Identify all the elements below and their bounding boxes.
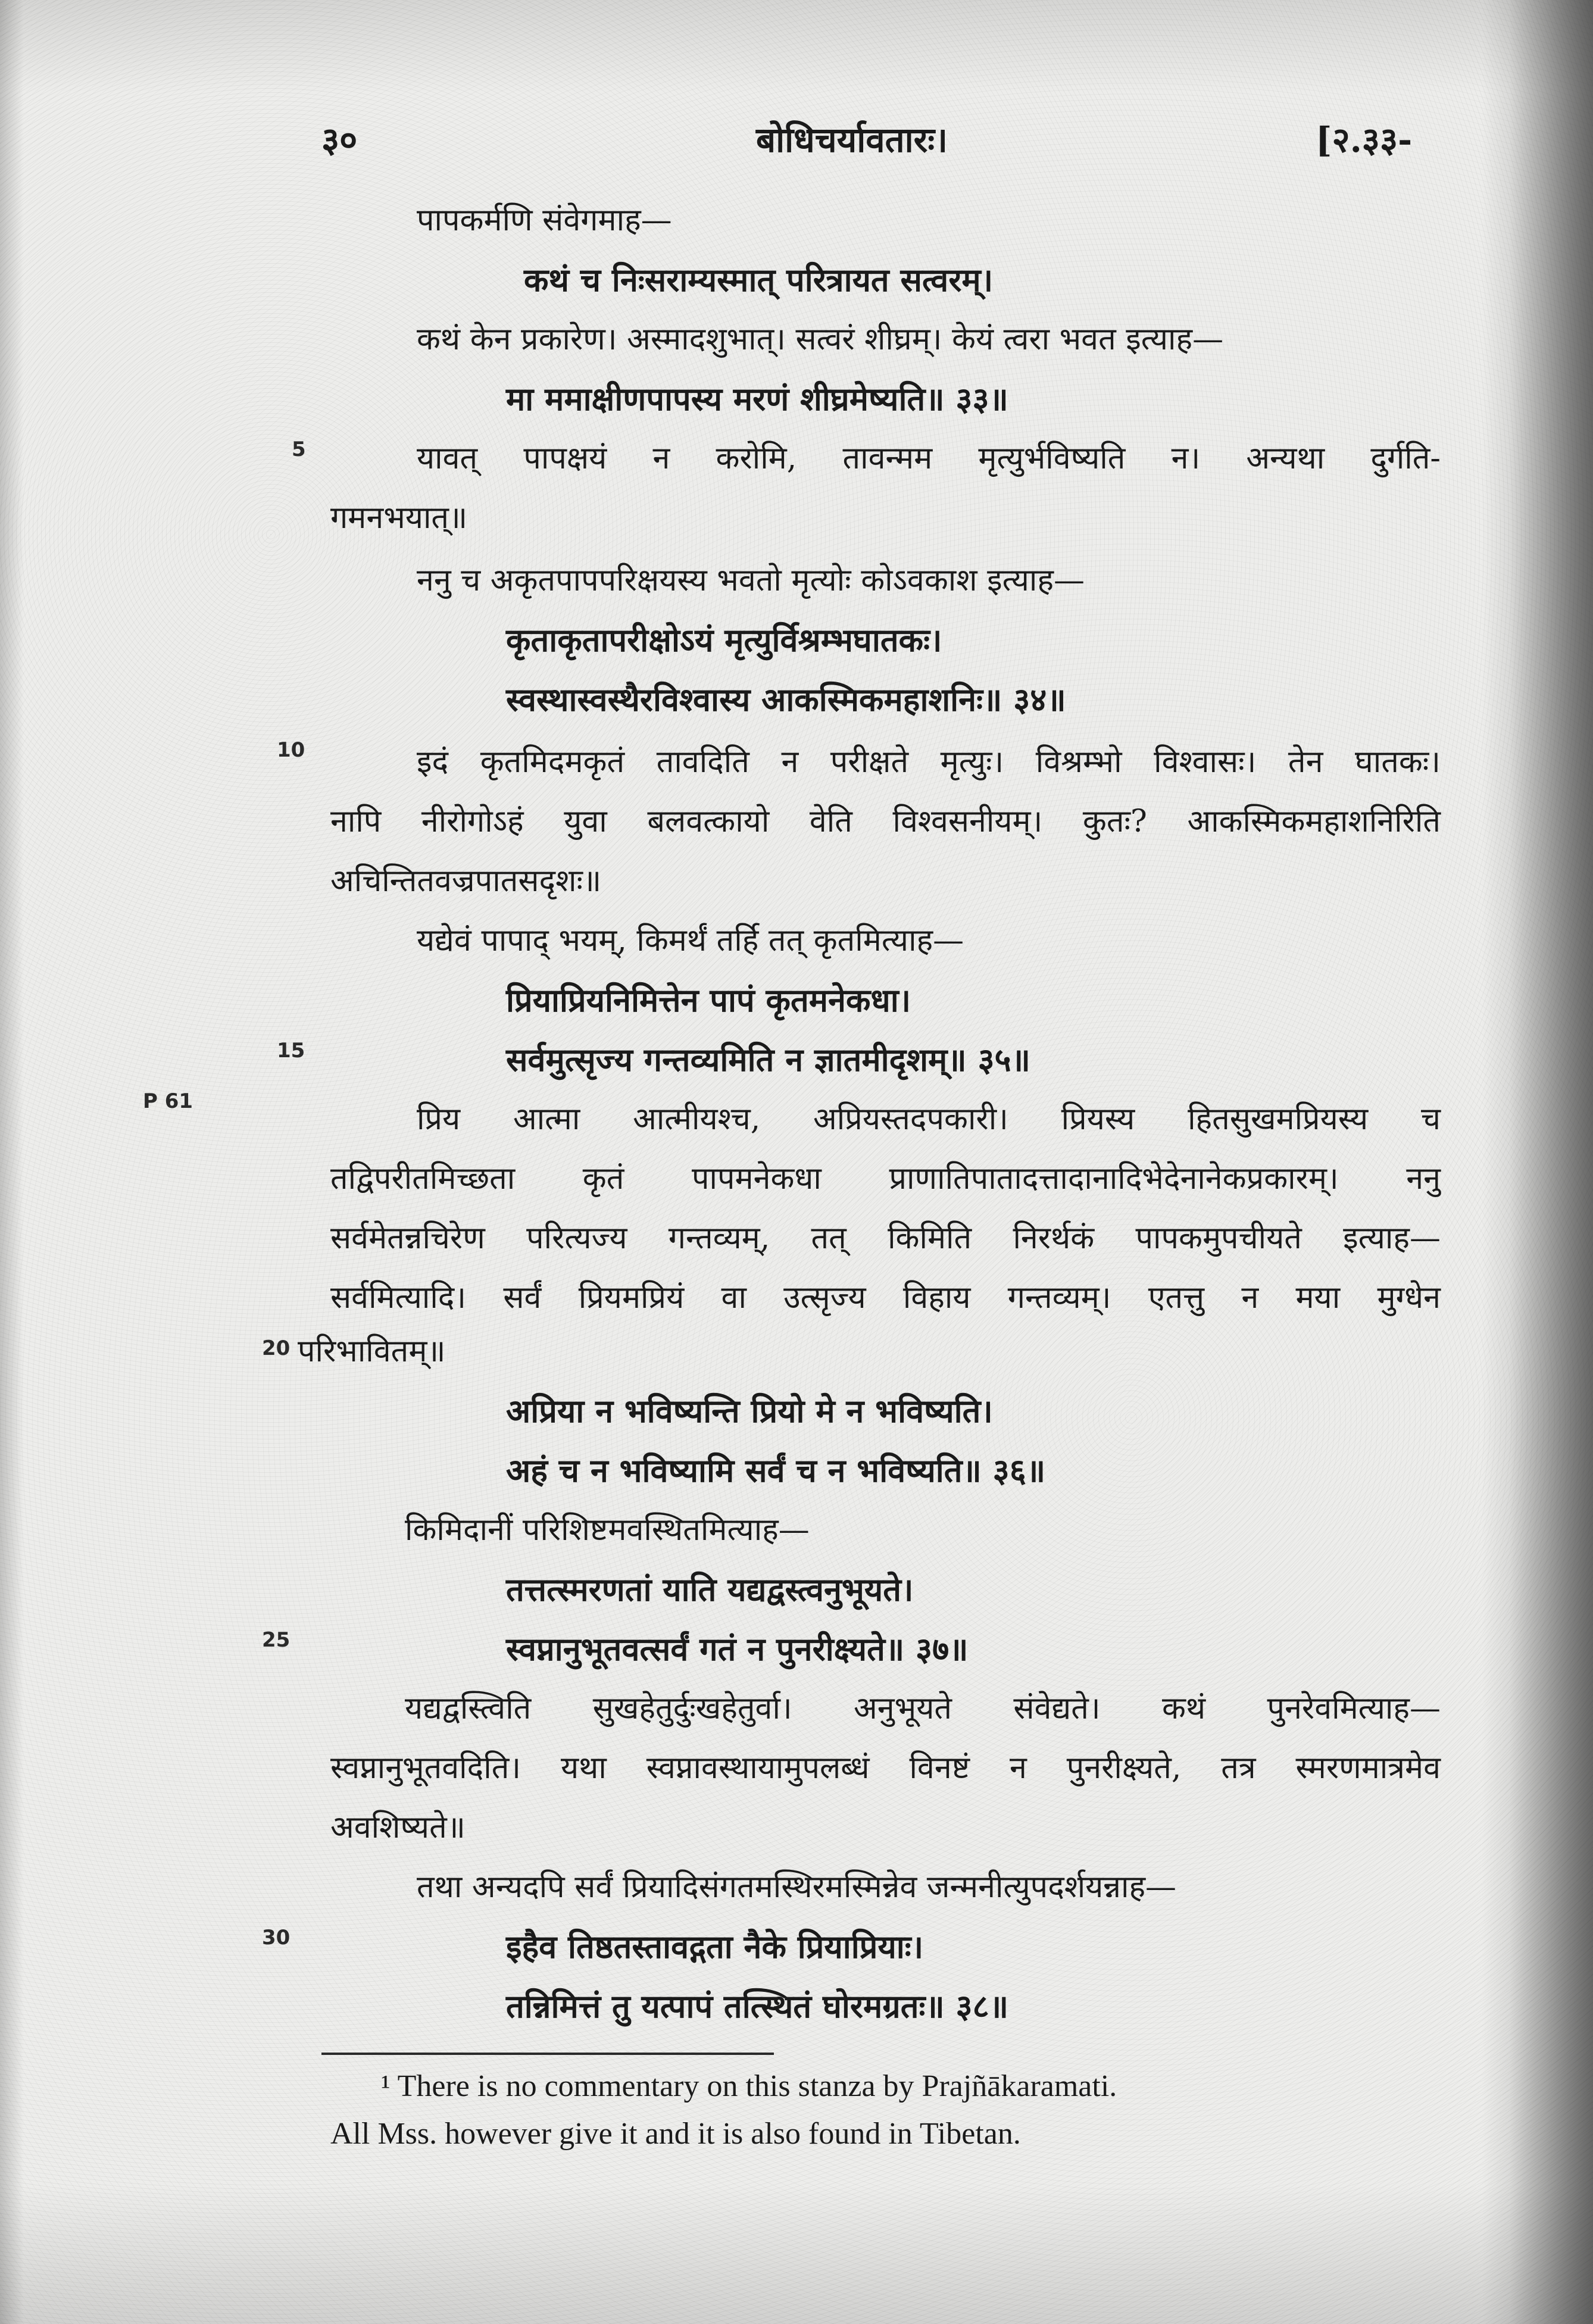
verse-line: अप्रिया न भविष्यन्ति प्रियो मे न भविष्यति। <box>506 1392 993 1430</box>
footnote-line: ¹ There is no commentary on this stanza by Prajñākaramati. <box>381 2069 1117 2103</box>
text-line: नापि नीरोगोऽहं युवा बलवत्कायो वेति विश्वसनीयम्। कुतः? आकस्मिकमहाशनिरिति <box>330 804 1441 839</box>
footnote-rule <box>321 2053 774 2055</box>
text-line: प्रिय आत्मा आत्मीयश्च, अप्रियस्तदपकारी। प्रियस्य हितसुखमप्रियस्य च <box>417 1101 1441 1137</box>
text-line: सर्वमेतन्नचिरेण परित्यज्य गन्तव्यम्, तत् किमिति निरर्थकं पापकमुपचीयते इत्याह— <box>330 1220 1441 1256</box>
page-left-shadow <box>0 0 24 2324</box>
line-number: 15 <box>277 1039 305 1063</box>
text-line: अचिन्तितवज्रपातसदृशः॥ <box>330 863 602 899</box>
text-line: तथा अन्यदपि सर्वं प्रियादिसंगतमस्थिरमस्मिन्नेव जन्मनीत्युपदर्शयन्नाह— <box>417 1869 1177 1905</box>
text-line: पापकर्मणि संवेगमाह— <box>417 202 672 238</box>
verse-line: सर्वमुत्सृज्य गन्तव्यमिति न ज्ञातमीदृशम्॥ ३५॥ <box>506 1041 1030 1079</box>
text-line: अवशिष्यते॥ <box>330 1810 466 1845</box>
line-number: 30 <box>262 1926 291 1950</box>
section-reference: [२.३३- <box>1316 120 1413 160</box>
margin-page-reference: P 61 <box>143 1089 193 1113</box>
verse-line: स्वप्नानुभूतवत्सर्वं गतं न पुनरीक्ष्यते॥ ३७॥ <box>506 1630 969 1668</box>
verse-line: इहैव तिष्ठतस्तावद्गता नैके प्रियाप्रियाः। <box>506 1928 924 1966</box>
footnote-line: All Mss. however give it and it is also found in Tibetan. <box>330 2117 1021 2151</box>
running-title: बोधिचर्यावतारः। <box>756 120 948 160</box>
text-line: इदं कृतमिदमकृतं तावदिति न परीक्षते मृत्युः। विश्रम्भो विश्वासः। तेन घातकः। <box>417 744 1441 780</box>
verse-line: प्रियाप्रियनिमित्तेन पापं कृतमनेकधा। <box>506 981 911 1019</box>
text-line: गमनभयात्॥ <box>330 500 468 536</box>
text-line: यद्यद्वस्त्विति सुखहेतुर्दुःखहेतुर्वा। अनुभूयते संवेद्यते। कथं पुनरेवमित्याह— <box>405 1691 1441 1726</box>
text-line: ननु च अकृतपापपरिक्षयस्य भवतो मृत्योः कोऽवकाश इत्याह— <box>417 563 1085 598</box>
verse-line: स्वस्थास्वस्थैरविश्वास्य आकस्मिकमहाशनिः॥ ३४॥ <box>506 680 1066 719</box>
text-line: किमिदानीं परिशिष्टमवस्थितमित्याह— <box>405 1512 810 1548</box>
verse-line: अहं च न भविष्यामि सर्वं च न भविष्यति॥ ३६॥ <box>506 1451 1046 1489</box>
verse-line: तत्तत्स्मरणतां याति यद्यद्वस्त्वनुभूयते। <box>506 1570 914 1608</box>
line-number: 20 <box>262 1336 291 1360</box>
line-number: 25 <box>262 1628 291 1652</box>
text-line: तद्विपरीतमिच्छता कृतं पापमनेकधा प्राणातिपातादत्तादानादिभेदेनानेकप्रकारम्। ननु <box>330 1161 1441 1197</box>
verse-line: कृताकृतापरीक्षोऽयं मृत्युर्विश्रम्भघातकः। <box>506 621 942 659</box>
text-line: स्वप्नानुभूतवदिति। यथा स्वप्नावस्थायामुपलब्धं विनष्टं न पुनरीक्ष्यते, तत्र स्मरणमात्रमेव <box>330 1750 1441 1786</box>
page-number: ३० <box>321 120 358 160</box>
text-line: यद्येवं पापाद् भयम्, किमर्थं तर्हि तत् कृतमित्याह— <box>417 923 964 958</box>
text-line: परिभावितम्॥ <box>298 1333 446 1369</box>
page-right-shadow <box>1510 0 1593 2324</box>
line-number: 10 <box>277 738 305 762</box>
text-line: कथं केन प्रकारेण। अस्मादशुभात्। सत्वरं शीघ्रम्। केयं त्वरा भवत इत्याह— <box>417 321 1224 357</box>
text-line: सर्वमित्यादि। सर्वं प्रियमप्रियं वा उत्सृज्य विहाय गन्तव्यम्। एतत्तु न मया मुग्धेन <box>330 1280 1441 1316</box>
text-line: यावत् पापक्षयं न करोमि, तावन्मम मृत्युर्भविष्यति न। अन्यथा दुर्गति- <box>417 441 1441 476</box>
line-number: 5 <box>292 438 306 461</box>
verse-line: तन्निमित्तं तु यत्पापं तत्स्थितं घोरमग्रतः॥ ३८॥ <box>506 1987 1009 2025</box>
verse-line: मा ममाक्षीणपापस्य मरणं शीघ्रमेष्यति॥ ३३॥ <box>506 380 1008 418</box>
verse-line: कथं च निःसराम्यस्मात् परित्रायत सत्वरम्। <box>524 261 994 299</box>
